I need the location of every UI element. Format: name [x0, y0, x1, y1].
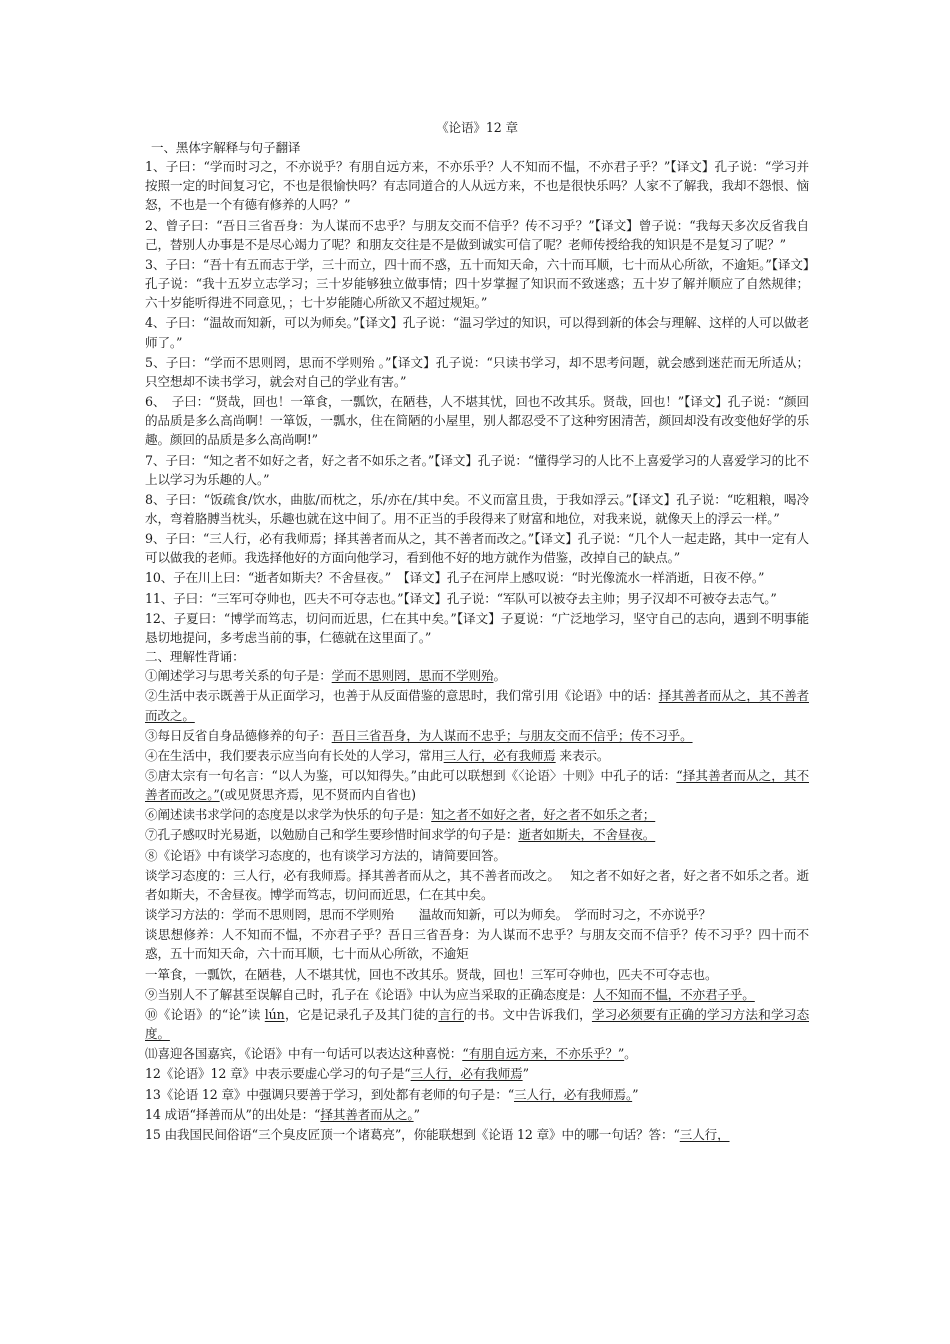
question-answer: 择其善者而从之。: [320, 1106, 414, 1122]
paragraph-item-8: 8、子曰：“饭疏食/饮水，曲肱/而枕之，乐/亦在/其中矣。不义而富且贵，于我如浮云。”【译文】孔子说：“吃粗粮，喝冷水，弯着胳膊当枕头，乐趣也就在这中间了。用不正当的手段得来了财富和地位，对我来说，就像天上的浮云一样。”: [145, 491, 809, 526]
question-text: 14 成语“择善而从”的出处是：“: [145, 1106, 321, 1122]
question-text: ⑤唐太宗有一句名言：“以人为鉴，可以知得失。”由此可以联想到《〈论语〉十则》中孔子的话：: [145, 768, 677, 783]
paragraph-item-12: 12、子夏曰：“博学而笃志，切问而近思，仁在其中矣。”【译文】子夏说：“广泛地学习，坚守自己的志向，遇到不明事能恳切地提问，多考虑当前的事，仁德就在这里面了。”: [145, 610, 809, 645]
document-page: [145, 118, 809, 1144]
question-answer: 逝者如斯夫，不舍昼夜。: [518, 827, 656, 843]
question-text: ⑾喜迎各国嘉宾，《论语》中有一句话可以表达这种喜悦：: [145, 1046, 463, 1062]
question-11: [145, 1044, 809, 1063]
question-text: 15 由我国民间俗语“三个臭皮匠顶一个诸葛亮”，你能联想到《论语 12 章》中的哪一句话？答：“: [145, 1126, 680, 1142]
section-2-heading: 二、理解性背诵：: [145, 649, 245, 665]
question-15: [145, 1125, 809, 1144]
question-answer: 学而不思则罔，思而不学则殆: [331, 668, 494, 684]
question-7: [145, 825, 809, 844]
paragraph-item-3: 3、子曰：“吾十有五而志于学，三十而立，四十而不惑，五十而知天命，六十而耳顺，七十而从心所欲，不逾矩。”【译文】孔子说：“我十五岁立志学习；三十岁能够独立做事情；四十岁掌握了知识而不致迷惑；五十岁了解并顺应了自然规律；六十岁能听得进不同意见，；七十岁能随心所欲又不超过规矩。”: [145, 256, 809, 311]
pinyin-answer: lún: [264, 1006, 285, 1022]
moral-cultivation-text: 谈思想修养：人不知而不愠，不亦君子乎？吾日三省吾身：为人谋而不忠乎？与朋友交而不信乎？传不习乎？四十而不惑，五十而知天命，六十而耳顺，七十而从心所欲，不逾矩: [145, 927, 809, 962]
study-attitude-text: 谈学习态度的：三人行，必有我师焉。择其善者而从之，其不善者而改之。 知之者不如好之者，好之者不如乐之者。逝者如斯夫，不舍昼夜。博学而笃志，切问而近思，仁在其中矣。: [145, 867, 809, 902]
question-answer: 学习必须要有正确的学习方法和学习态度。: [145, 1006, 810, 1042]
paragraph-item-2: 2、曾子曰：“吾日三省吾身：为人谋而不忠乎？与朋友交而不信乎？传不习乎？”【译文】曾子说：“我每天多次反省我自己，替别人办事是不是尽心竭力了呢？和朋友交往是不是做到诚实可信了呢？老师传授给我的知识是不是复习了呢？”: [145, 217, 809, 252]
question-text: ，它是记录孔子及其门徒的: [284, 1006, 439, 1022]
question-text: ②生活中表示既善于从正面学习，也善于从反面借鉴的意思时，我们常引用《论语》中的话：: [145, 688, 659, 704]
question-answer: 三人行，必有我师焉: [443, 747, 556, 763]
paragraph-item-7: 7、子曰：“知之者不如好之者，好之者不如乐之者。”【译文】孔子说：“懂得学习的人比不上喜爱学习的人喜爱学习的比不上以学习为乐趣的人。”: [145, 452, 809, 487]
question-text: ④在生活中，我们要表示应当向有长处的人学习，常用: [145, 747, 444, 763]
question-end: 。: [493, 668, 506, 684]
question-end: ”: [413, 1106, 420, 1122]
question-text: ③每日反省自身品德修养的句子：: [145, 727, 332, 743]
question-answer: “择其善者而从之，其不善者而改之。”: [145, 768, 809, 803]
paragraph-item-10: 10、子在川上曰：“逝者如斯夫？不舍昼夜。” 【译文】孔子在河岸上感叹说：“时光像流水一样消逝，日夜不停。”: [145, 570, 765, 586]
question-2: [145, 686, 809, 724]
question-5: [145, 766, 809, 804]
paragraph-item-1: 1、子曰：“学而时习之，不亦说乎？有朋自远方来，不亦乐乎？人不知而不愠，不亦君子乎？”【译文】孔子说：“学习并按照一定的时间复习它，不也是很愉快吗？有志同道合的人从远方来，不也是很快乐吗？人家不了解我，我却不怨恨、恼怒，不也是一个有德有修养的人吗？”: [145, 159, 809, 213]
section-1-heading: 一、黑体字解释与句子翻译: [151, 140, 301, 155]
question-8: [145, 846, 809, 865]
question-answer: 三人行，: [679, 1126, 730, 1142]
paragraph-item-9: 9、子曰：“三人行，必有我师焉；择其善者而从之，其不善者而改之。”【译文】孔子说：“几个人一起走路，其中一定有人可以做我的老师。我选择他好的方面向他学习，看到他不好的地方就作为借鉴，改掉自己的缺点。”: [145, 531, 809, 566]
question-3: [145, 726, 809, 745]
word-answer: 言行: [438, 1006, 465, 1022]
extra-quotes-text: 一箪食，一瓢饮，在陋巷，人不堪其忧，回也不改其乐。贤哉，回也！三军可夺帅也，匹夫不可夺志也。: [145, 966, 718, 982]
question-4: [145, 746, 809, 765]
question-answer: 三人行，必有我师焉: [410, 1066, 523, 1082]
question-end: (或见贤思齐焉，见不贤而内自省也): [219, 787, 416, 803]
paragraph-item-6: 6、 子曰：“贤哉，回也！一箪食，一瓢饮，在陋巷，人不堪其忧，回也不改其乐。贤哉，回也！”【译文】孔子说：“颜回的品质是多么高尚啊！一箪饭，一瓢水，住在简陋的小屋里，别人都忍受不了这种穷困清苦，颜回却没有改变他好学的乐趣。颜回的品质是多么高尚啊!”: [145, 394, 809, 448]
question-12: [145, 1064, 809, 1083]
question-end: ”: [522, 1066, 529, 1082]
question-end: 来表示。: [555, 747, 610, 763]
paragraph-item-4: 4、子曰：“温故而知新，可以为师矣。”【译文】孔子说：“温习学过的知识，可以得到新的体会与理解、这样的人可以做老师了。”: [145, 315, 809, 350]
question-answer: 吾日三省吾身，为人谋而不忠乎；与朋友交而不信乎；传不习乎。: [331, 727, 693, 743]
question-end: ”: [632, 1086, 639, 1102]
question-text: ⑧《论语》中有谈学习态度的，也有谈学习方法的，请简要回答。: [145, 847, 506, 863]
question-6: [145, 805, 809, 824]
document-title: 《论语》12 章: [436, 120, 518, 135]
question-text: 12《论语》12 章》中表示要虚心学习的句子是“: [145, 1066, 411, 1082]
question-text: ⑨当别人不了解甚至误解自己时，孔子在《论语》中认为应当采取的正确态度是：: [145, 986, 593, 1002]
study-method-text: 谈学习方法的：学而不思则罔，思而不学则殆 温故而知新，可以为师矣。 学而时习之，不亦说乎？: [145, 907, 712, 923]
question-14: [145, 1105, 809, 1124]
question-1: [145, 666, 809, 685]
question-text: ⑦孔子感叹时光易逝，以勉励自己和学生要珍惜时间求学的句子是：: [145, 827, 519, 843]
question-end: 。: [624, 1046, 637, 1062]
question-answer: 三人行，必有我师焉。: [513, 1086, 633, 1102]
question-10: [145, 1005, 809, 1043]
question-answer: “有朋自远方来，不亦乐乎？”: [462, 1046, 625, 1062]
question-text: ⑩《论语》的“论”读: [145, 1006, 265, 1022]
question-answer: 人不知而不愠，不亦君子乎。: [592, 986, 755, 1002]
paragraph-item-5: 5、子曰：“学而不思则罔，思而不学则殆 。”【译文】孔子说：“只读书学习，却不思考问题，就会感到迷茫而无所适从；只空想却不读书学习，就会对自己的学业有害。”: [145, 354, 809, 389]
question-answer: 择其善者而从之，其不善者而改之。: [145, 688, 809, 723]
question-text: ⑥阐述读书求学问的态度是以求学为快乐的句子是：: [145, 807, 432, 823]
question-text: 的书。文中告诉我们，: [464, 1006, 592, 1022]
section-1-items: [145, 157, 809, 647]
paragraph-item-11: 11、子曰：“三军可夺帅也，匹夫不可夺志也。”【译文】孔子说：“军队可以被夺去主帅；男子汉却不可被夺去志气。”: [145, 590, 777, 606]
question-text: 13《论语 12 章》中强调只要善于学习，到处都有老师的句子是：“: [145, 1086, 514, 1102]
question-9: [145, 985, 809, 1004]
question-text: ①阐述学习与思考关系的句子是：: [145, 668, 332, 684]
question-13: [145, 1085, 809, 1104]
question-answer: 知之者不如好之者，好之者不如乐之者；: [431, 807, 656, 823]
